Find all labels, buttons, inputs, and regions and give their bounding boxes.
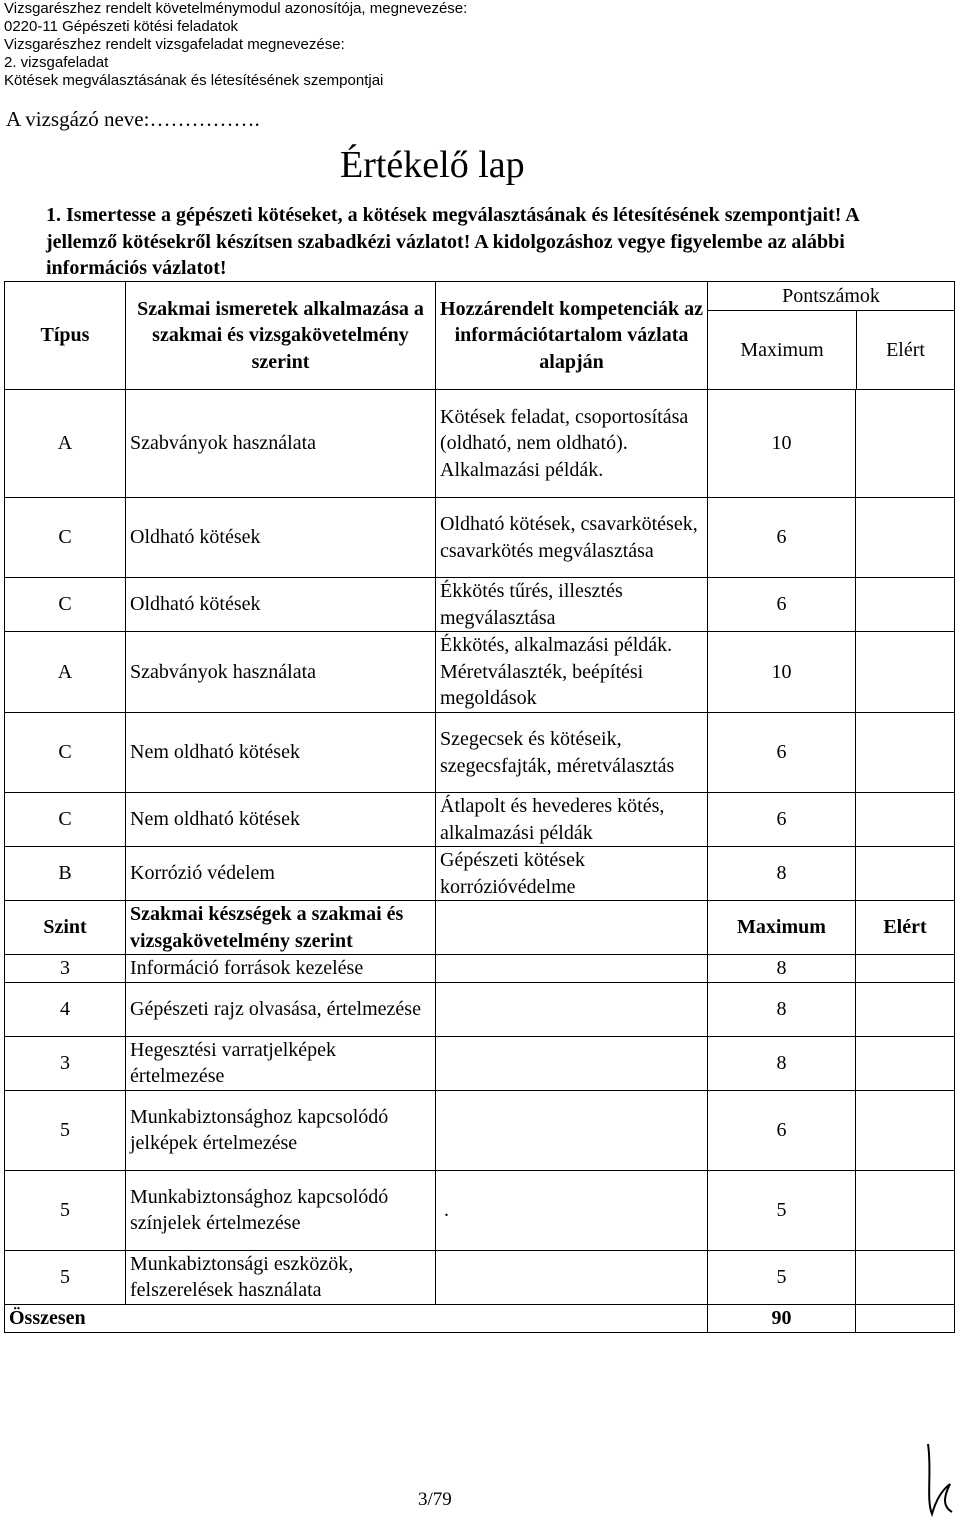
- achieved-points-cell: [856, 1170, 955, 1250]
- competence-cell: Szegecsek és kötéseik, szegecsfajták, méretválasztás: [436, 713, 708, 793]
- maximum-header: Maximum: [740, 338, 824, 361]
- achieved-header: Elért: [856, 311, 954, 389]
- skill-cell: Munkabiztonsághoz kapcsolódó jelképek értelmezése: [126, 1090, 436, 1170]
- skills-section: [5, 955, 955, 1305]
- total-achieved-cell: [856, 1304, 955, 1332]
- max-points-cell: 6: [708, 578, 856, 632]
- knowledge-row: [5, 713, 955, 793]
- skill-row: [5, 1250, 955, 1304]
- competence-cell: Gépészeti kötések korrózióvédelme: [436, 847, 708, 901]
- knowledge-section: [5, 390, 955, 901]
- level-cell: 3: [5, 955, 126, 983]
- achieved-points-cell: [856, 847, 955, 901]
- knowledge-cell: Nem oldható kötések: [126, 713, 436, 793]
- empty-cell: [436, 982, 708, 1036]
- level-cell: 5: [5, 1170, 126, 1250]
- signature-mark: [922, 1440, 956, 1518]
- knowledge-cell: Oldható kötések: [126, 578, 436, 632]
- empty-cell: [436, 1036, 708, 1090]
- max-points-cell: 6: [708, 1090, 856, 1170]
- knowledge-row: [5, 578, 955, 632]
- max-points-cell: 8: [708, 847, 856, 901]
- type-cell: B: [5, 847, 126, 901]
- max-points-cell: 8: [708, 1036, 856, 1090]
- points-header: [708, 282, 955, 390]
- evaluation-table: [4, 281, 955, 1333]
- knowledge-cell: Oldható kötések: [126, 498, 436, 578]
- knowledge-row: [5, 498, 955, 578]
- skill-cell: Információ források kezelése: [126, 955, 436, 983]
- page-number: 3/79: [418, 1489, 452, 1510]
- knowledge-cell: Korrózió védelem: [126, 847, 436, 901]
- competence-cell: Kötések feladat, csoportosítása (oldható, nem oldható). Alkalmazási példák.: [436, 390, 708, 498]
- knowledge-cell: Nem oldható kötések: [126, 793, 436, 847]
- max-points-cell: 8: [708, 982, 856, 1036]
- competence-cell: Ékkötés tűrés, illesztés megválasztása: [436, 578, 708, 632]
- achieved-points-cell: [856, 982, 955, 1036]
- empty-cell: [436, 1090, 708, 1170]
- document-header: [4, 0, 467, 90]
- level-header: Szint: [5, 901, 126, 955]
- header-line: Kötések megválasztásának és létesítésének szempontjai: [4, 72, 384, 89]
- achieved-points-cell: [856, 390, 955, 498]
- max-points-cell: 5: [708, 1250, 856, 1304]
- skill-row: [5, 1090, 955, 1170]
- header-line: Vizsgarészhez rendelt követelménymodul azonosítója, megnevezése:: [4, 0, 468, 17]
- achieved-points-cell: [856, 1036, 955, 1090]
- max-points-cell: 6: [708, 793, 856, 847]
- level-cell: 5: [5, 1250, 126, 1304]
- achieved-points-cell: [856, 578, 955, 632]
- level-cell: 5: [5, 1090, 126, 1170]
- type-cell: C: [5, 498, 126, 578]
- task-description: 1. Ismertesse a gépészeti kötéseket, a kötések megválasztásának és létesítésének szempontjait! A jellemző kötésekről készítsen szabadkézi vázlatot! A kidolgozáshoz vegye figyelembe az alábbi információs vázlatot!: [46, 204, 859, 279]
- skills-header-row: [5, 901, 955, 955]
- type-cell: A: [5, 390, 126, 498]
- empty-cell: [436, 901, 708, 955]
- knowledge-row: [5, 632, 955, 713]
- knowledge-row: [5, 793, 955, 847]
- max-points-cell: 6: [708, 713, 856, 793]
- skill-row: [5, 1170, 955, 1250]
- type-cell: A: [5, 632, 126, 713]
- achieved-points-cell: [856, 1090, 955, 1170]
- achieved-points-cell: [856, 713, 955, 793]
- competence-cell: Ékkötés, alkalmazási példák. Méretválaszték, beépítési megoldások: [436, 632, 708, 713]
- header-line: 0220-11 Gépészeti kötési feladatok: [4, 18, 239, 35]
- competence-cell: Átlapolt és hevederes kötés, alkalmazási példák: [436, 793, 708, 847]
- skills-maximum-header: Maximum: [708, 901, 856, 955]
- table-header-row: [5, 282, 955, 390]
- knowledge-cell: Szabványok használata: [126, 632, 436, 713]
- competence-cell: Oldható kötések, csavarkötések, csavarkötés megválasztása: [436, 498, 708, 578]
- total-row: [5, 1304, 955, 1332]
- type-cell: C: [5, 578, 126, 632]
- skill-cell: Munkabiztonsághoz kapcsolódó színjelek értelmezése: [126, 1170, 436, 1250]
- header-line: 2. vizsgafeladat: [4, 54, 109, 71]
- examinee-name-label: A vizsgázó neve:…………….: [6, 107, 260, 131]
- header-line: Vizsgarészhez rendelt vizsgafeladat megnevezése:: [4, 36, 345, 53]
- type-cell: C: [5, 793, 126, 847]
- total-value: 90: [708, 1304, 856, 1332]
- type-cell: C: [5, 713, 126, 793]
- skill-cell: Gépészeti rajz olvasása, értelmezése: [126, 982, 436, 1036]
- level-cell: 4: [5, 982, 126, 1036]
- skills-achieved-header: Elért: [856, 901, 955, 955]
- skills-header: Szakmai készségek a szakmai és vizsgakövetelmény szerint: [126, 901, 436, 955]
- knowledge-cell: Szabványok használata: [126, 390, 436, 498]
- knowledge-row: [5, 847, 955, 901]
- knowledge-row: [5, 390, 955, 498]
- skill-cell: Hegesztési varratjelképek értelmezése: [126, 1036, 436, 1090]
- empty-cell: [436, 1250, 708, 1304]
- mark-cell: .: [436, 1170, 708, 1250]
- max-points-cell: 5: [708, 1170, 856, 1250]
- max-points-cell: 8: [708, 955, 856, 983]
- achieved-points-cell: [856, 793, 955, 847]
- max-points-cell: 10: [708, 390, 856, 498]
- page-title: Értékelő lap: [340, 144, 525, 186]
- type-header: Típus: [5, 282, 126, 390]
- level-cell: 3: [5, 1036, 126, 1090]
- empty-cell: [436, 955, 708, 983]
- skill-cell: Munkabiztonsági eszközök, felszerelések használata: [126, 1250, 436, 1304]
- skill-row: [5, 1036, 955, 1090]
- max-points-cell: 10: [708, 632, 856, 713]
- achieved-points-cell: [856, 498, 955, 578]
- total-label: Összesen: [5, 1304, 708, 1332]
- knowledge-header: Szakmai ismeretek alkalmazása a szakmai és vizsgakövetelmény szerint: [126, 282, 436, 390]
- points-label: Pontszámok: [708, 282, 954, 311]
- skill-row: [5, 982, 955, 1036]
- achieved-points-cell: [856, 1250, 955, 1304]
- achieved-points-cell: [856, 632, 955, 713]
- max-points-cell: 6: [708, 498, 856, 578]
- skill-row: [5, 955, 955, 983]
- achieved-points-cell: [856, 955, 955, 983]
- competence-header: Hozzárendelt kompetenciák az információtartalom vázlata alapján: [436, 282, 708, 390]
